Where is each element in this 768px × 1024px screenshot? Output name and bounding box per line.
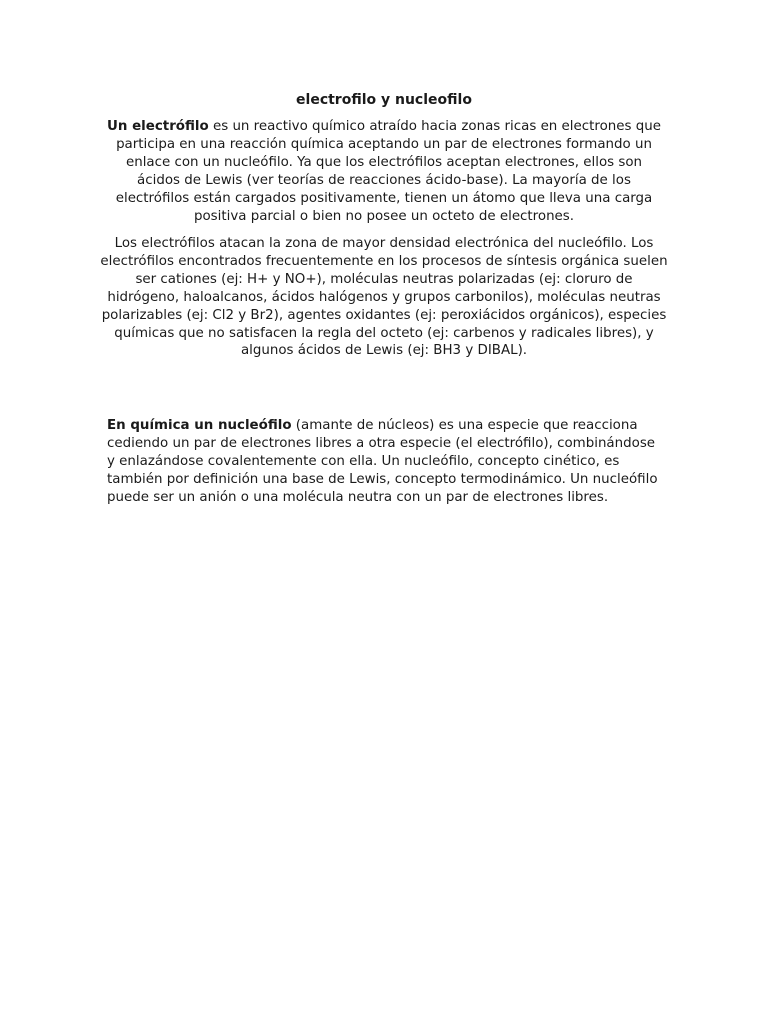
paragraph-electrofilo-body: es un reactivo químico atraído hacia zonas ricas en electrones que participa en una reacción química aceptando un par de electrones formando un enlace con un nucleófilo. Ya que los electrófilos aceptan electrones, ellos son ácidos de Lewis (ver teorías de reacciones ácido-base). La mayoría de los electrófilos están cargados positivamente, tienen un átomo que lleva una carga positiva parcial o bien no posee un octeto de electrones. (115, 119, 661, 224)
paragraph-nucleofilo-body: (amante de núcleos) es una especie que reacciona cediendo un par de electrones libres a otra especie (el electrófilo), combinándose y enlazándose covalentemente con ella. Un nucleófilo, concepto cinético, es también por definición una base de Lewis, concepto termodinámico. Un nucleófilo puede ser un anión o una molécula neutra con un par de electrones libres. (107, 418, 658, 505)
paragraph-electrofilo-lead: Un electrófilo (107, 119, 209, 134)
paragraph-electrofilo (106, 118, 662, 225)
paragraph-electrofilos-ataque (100, 235, 668, 360)
paragraph-nucleofilo-lead: En química un nucleófilo (107, 418, 292, 433)
paragraph-electrofilos-ataque-body: Los electrófilos atacan la zona de mayor densidad electrónica del nucleófilo. Los electrófilos encontrados frecuentemente en los procesos de síntesis orgánica suelen ser cationes (ej: H+ y NO+), moléculas neutras polarizadas (ej: cloruro de hidrógeno, haloalcanos, ácidos halógenos y grupos carbonilos), moléculas neutras polarizables (ej: Cl2 y Br2), agentes oxidantes (ej: peroxiácidos orgánicos), especies químicas que no satisfacen la regla del octeto (ej: carbenos y radicales libres), y algunos ácidos de Lewis (ej: BH3 y DIBAL). (100, 236, 668, 359)
paragraph-nucleofilo (107, 417, 663, 507)
document-title: electrofilo y nucleofilo (296, 92, 472, 108)
